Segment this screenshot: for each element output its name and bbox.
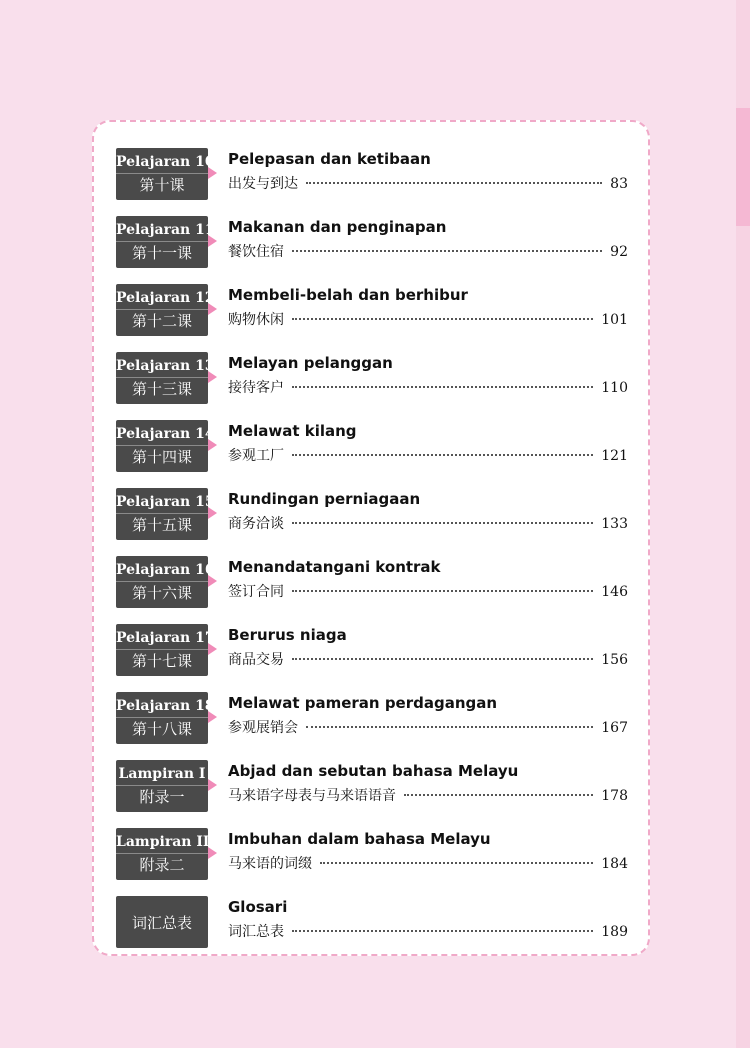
- toc-entry[interactable]: [116, 624, 628, 678]
- lesson-badge: [116, 488, 215, 540]
- entry-subline: [228, 785, 628, 807]
- dot-leader: [306, 726, 593, 728]
- pointer-arrow-icon: [208, 167, 217, 179]
- page-number: 189: [601, 924, 628, 940]
- lesson-number-chinese: 第十课: [139, 176, 185, 194]
- entry-title: Melawat pameran perdagangan: [228, 694, 498, 712]
- lesson-number-chinese: 第十五课: [131, 516, 192, 534]
- lesson-badge: [116, 284, 215, 336]
- entry-subline: [228, 377, 628, 399]
- pointer-arrow-icon: [208, 779, 217, 791]
- lesson-badge: [116, 352, 215, 404]
- lesson-badge: [116, 420, 215, 472]
- entry-title: Glosari: [228, 898, 288, 916]
- dot-leader: [320, 862, 593, 864]
- toc-entry[interactable]: [116, 148, 628, 202]
- lesson-number: Pelajaran 13: [116, 357, 208, 378]
- lesson-number: Pelajaran 10: [116, 153, 208, 174]
- lesson-number-chinese: 第十四课: [131, 448, 192, 466]
- entry-title: Melayan pelanggan: [228, 354, 393, 372]
- entry-subline: [228, 445, 628, 467]
- toc-entry[interactable]: [116, 352, 628, 406]
- lesson-number: Pelajaran 14: [116, 425, 208, 446]
- entry-chinese-title: 参观展销会: [228, 720, 298, 736]
- entry-chinese-title: 出发与到达: [228, 176, 298, 192]
- entry-title: Makanan dan penginapan: [228, 218, 447, 236]
- pointer-arrow-icon: [208, 575, 217, 587]
- toc-entry[interactable]: [116, 488, 628, 542]
- pointer-arrow-icon: [208, 235, 217, 247]
- lesson-number-chinese: 第十一课: [131, 244, 192, 262]
- appendix-number-chinese: 附录二: [139, 856, 185, 874]
- appendix-number: Lampiran II: [116, 833, 208, 854]
- entry-chinese-title: 商务洽谈: [228, 516, 284, 532]
- entry-title: Imbuhan dalam bahasa Melayu: [228, 830, 491, 848]
- dot-leader: [292, 318, 593, 320]
- dot-leader: [292, 658, 593, 660]
- toc-entry[interactable]: [116, 896, 628, 950]
- page-number: 184: [601, 856, 628, 872]
- page-number: 92: [610, 244, 628, 260]
- entry-title: Abjad dan sebutan bahasa Melayu: [228, 762, 519, 780]
- page-number: 133: [601, 516, 628, 532]
- appendix-number: Lampiran I: [116, 765, 208, 786]
- lesson-number: Pelajaran 12: [116, 289, 208, 310]
- lesson-number-chinese: 第十三课: [131, 380, 192, 398]
- lesson-badge: [116, 692, 215, 744]
- entry-chinese-title: 马来语的词缀: [228, 856, 312, 872]
- entry-subline: [228, 173, 628, 195]
- entry-title: Menandatangani kontrak: [228, 558, 441, 576]
- pointer-arrow-icon: [208, 711, 217, 723]
- lesson-number-chinese: 第十七课: [131, 652, 192, 670]
- entry-subline: [228, 581, 628, 603]
- entry-title: Rundingan perniagaan: [228, 490, 421, 508]
- lesson-badge: [116, 556, 215, 608]
- entry-chinese-title: 马来语字母表与马来语语音: [228, 788, 396, 804]
- page-number: 156: [601, 652, 628, 668]
- entry-chinese-title: 接待客户: [228, 380, 284, 396]
- lesson-number-chinese: 第十六课: [131, 584, 192, 602]
- toc-entry[interactable]: [116, 284, 628, 338]
- lesson-badge: [116, 148, 215, 200]
- lesson-number: Pelajaran 16: [116, 561, 208, 582]
- toc-entry[interactable]: [116, 828, 628, 882]
- pointer-arrow-icon: [208, 439, 217, 451]
- entry-title: Pelepasan dan ketibaan: [228, 150, 431, 168]
- page-number: 178: [601, 788, 628, 804]
- dot-leader: [292, 250, 602, 252]
- entry-chinese-title: 餐饮住宿: [228, 244, 284, 260]
- lesson-number: Pelajaran 18: [116, 697, 208, 718]
- toc-panel: [92, 120, 650, 956]
- dot-leader: [292, 522, 593, 524]
- pointer-arrow-icon: [208, 371, 217, 383]
- dot-leader: [292, 386, 593, 388]
- lesson-badge: [116, 624, 215, 676]
- page-number: 110: [601, 380, 628, 396]
- page-number: 101: [601, 312, 628, 328]
- dot-leader: [292, 454, 593, 456]
- entry-title: Membeli-belah dan berhibur: [228, 286, 468, 304]
- lesson-number-chinese: 第十八课: [131, 720, 192, 738]
- entry-subline: [228, 717, 628, 739]
- page-number: 146: [601, 584, 628, 600]
- toc-entry[interactable]: [116, 692, 628, 746]
- toc-entry[interactable]: [116, 216, 628, 270]
- lesson-number: Pelajaran 11: [116, 221, 208, 242]
- toc-entry[interactable]: [116, 760, 628, 814]
- appendix-badge: [116, 760, 208, 812]
- lesson-number: Pelajaran 15: [116, 493, 208, 514]
- entry-chinese-title: 购物休闲: [228, 312, 284, 328]
- entry-title: Berurus niaga: [228, 626, 347, 644]
- dot-leader: [292, 590, 593, 592]
- dot-leader: [404, 794, 593, 796]
- page-edge-tab: [736, 108, 750, 226]
- pointer-arrow-icon: [208, 847, 217, 859]
- pointer-arrow-icon: [208, 643, 217, 655]
- entry-subline: [228, 513, 628, 535]
- pointer-arrow-icon: [208, 303, 217, 315]
- entry-chinese-title: 词汇总表: [228, 924, 284, 940]
- entry-chinese-title: 参观工厂: [228, 448, 284, 464]
- appendix-number-chinese: 附录一: [139, 788, 185, 806]
- entry-chinese-title: 商品交易: [228, 652, 284, 668]
- glossary-badge: 词汇总表: [116, 896, 208, 948]
- lesson-number-chinese: 第十二课: [131, 312, 192, 330]
- dot-leader: [306, 182, 602, 184]
- page-number: 121: [601, 448, 628, 464]
- pointer-arrow-icon: [208, 507, 217, 519]
- entry-subline: [228, 241, 628, 263]
- entry-subline: [228, 309, 628, 331]
- entry-subline: [228, 649, 628, 671]
- dot-leader: [292, 930, 593, 932]
- toc-entry[interactable]: [116, 420, 628, 474]
- toc-entry[interactable]: [116, 556, 628, 610]
- lesson-badge: [116, 216, 215, 268]
- appendix-badge: [116, 828, 208, 880]
- lesson-number: Pelajaran 17: [116, 629, 208, 650]
- entry-subline: [228, 921, 628, 943]
- entry-chinese-title: 签订合同: [228, 584, 284, 600]
- entry-subline: [228, 853, 628, 875]
- page-number: 83: [610, 176, 628, 192]
- entry-title: Melawat kilang: [228, 422, 357, 440]
- page-number: 167: [601, 720, 628, 736]
